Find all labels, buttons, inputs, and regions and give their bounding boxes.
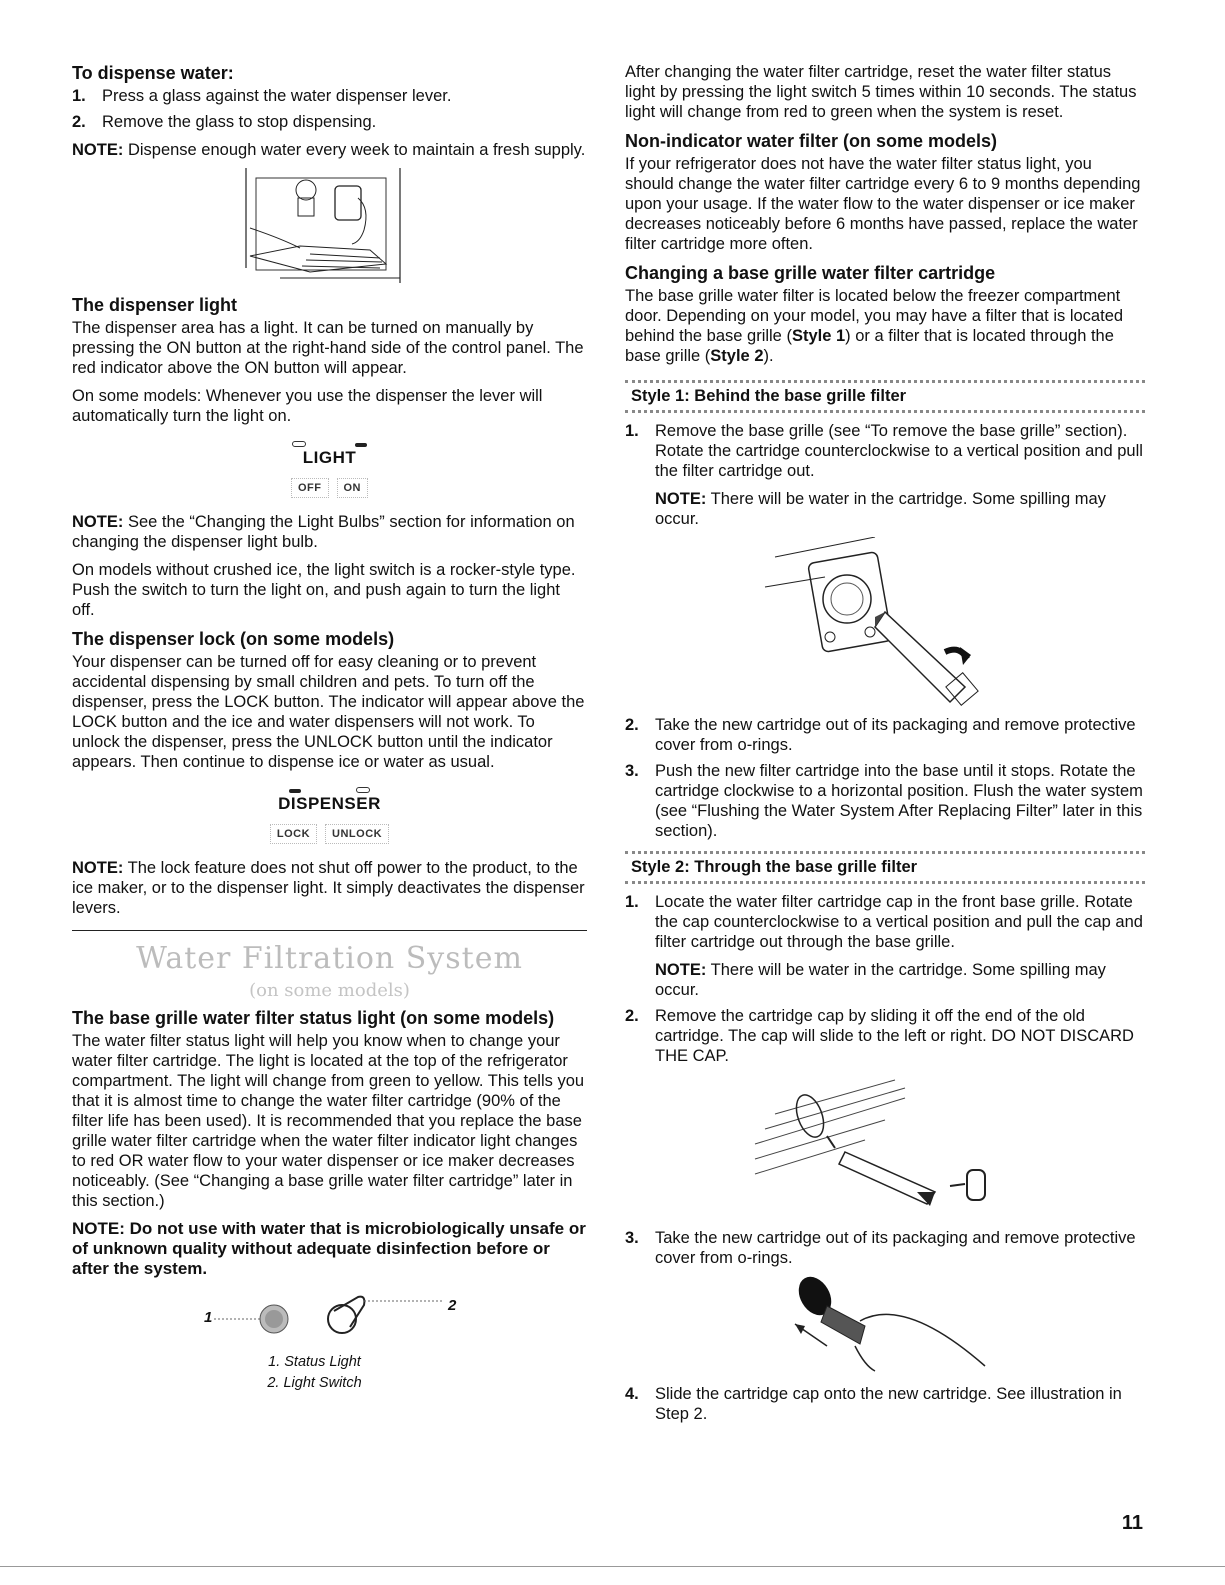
dotted-divider [625, 380, 1145, 383]
light-control-panel [72, 434, 587, 498]
dispense-heading: To dispense water: [72, 63, 234, 83]
changing-filter-heading: Changing a base grille water filter cartridge [625, 263, 996, 283]
list-item: 3. Take the new cartridge out of its packaging and remove protective cover from o-rings. [625, 1229, 1136, 1267]
status-light-figure [72, 1289, 587, 1351]
style1-steps [625, 421, 1145, 529]
indicator-icon [292, 441, 306, 447]
style2-steps-continued [625, 1228, 1145, 1268]
right-column [625, 62, 1145, 1432]
non-indicator-heading: Non-indicator water filter (on some models) [625, 131, 998, 151]
style2-steps [625, 892, 1145, 1066]
caption-light-switch: 2. Light Switch [267, 1375, 362, 1391]
lock-button[interactable]: LOCK [270, 824, 317, 844]
list-item: 3. Push the new filter cartridge into the base until it stops. Rotate the cartridge clockwise to a horizontal position. Flush the water system (see “Flushing the Water System After Replacing Filter” later in this section). [625, 762, 1143, 840]
style1-steps-continued [625, 715, 1145, 841]
caption-status-light: 1. Status Light [268, 1354, 361, 1370]
style2-heading: Style 2: Through the base grille filter [631, 858, 918, 876]
list-item: 2. Remove the glass to stop dispensing. [72, 113, 377, 131]
style1-filter-illustration [735, 537, 995, 707]
lock-heading: The dispenser lock (on some models) [72, 629, 395, 649]
light-paragraph-3: On models without crushed ice, the light switch is a rocker-style type. Push the switch to turn the light on, and push again to turn the light off. [72, 561, 576, 619]
style2-oring-illustration [755, 1276, 1015, 1376]
light-panel-label: LIGHT [302, 448, 357, 467]
style2-cap-illustration [735, 1074, 1015, 1214]
reset-paragraph: After changing the water filter cartridge, reset the water filter status light by pressing the light switch 5 times within 10 seconds. The status light will change from red to green when the system is reset. [625, 63, 1137, 121]
indicator-icon [355, 443, 367, 447]
status-light-illustration [212, 1289, 512, 1351]
dotted-divider [625, 881, 1145, 884]
light-heading: The dispenser light [72, 295, 238, 315]
left-column [72, 62, 587, 1393]
list-item: 1. Remove the base grille (see “To remove the base grille” section). Rotate the cartridge counterclockwise to a vertical position and pull the filter cartridge out. NOTE: There will be water in the cartridge. Some spilling may occur. [625, 422, 1143, 528]
status-light-paragraph: The water filter status light will help you know when to change your water filter cartridge. The light is located at the top of the refrigerator compartment. The light will change from green to yellow. This tells you that it is almost time to change the water filter cartridge (90% of the filter life has been used). It is recommended that you replace the base grille water filter cartridge when the water filter indicator light changes to red OR water flow to your water dispenser or ice maker decreases noticeably. (See “Changing a base grille water filter cartridge” later in this section.) [72, 1032, 585, 1210]
figure-marker-1: 1 [204, 1309, 213, 1326]
warning-note: NOTE: Do not use with water that is microbiologically unsafe or of unknown quality without adequate disinfection before or after the system. [72, 1219, 586, 1278]
lock-note: NOTE: The lock feature does not shut off power to the product, to the ice maker, or to the dispenser light. It simply deactivates the dispenser levers. [72, 859, 585, 917]
page-bottom-rule [0, 1566, 1225, 1567]
light-on-button[interactable]: ON [337, 478, 369, 498]
list-item: 4. Slide the cartridge cap onto the new cartridge. See illustration in Step 2. [625, 1385, 1122, 1423]
list-item: 2. Take the new cartridge out of its packaging and remove protective cover from o-rings. [625, 716, 1136, 754]
section-subtitle: (on some models) [249, 980, 410, 1001]
unlock-button[interactable]: UNLOCK [325, 824, 389, 844]
dispenser-panel-label: DISPENSER [278, 794, 381, 813]
changing-filter-paragraph: The base grille water filter is located below the freezer compartment door. Depending on your model, you may have a filter that is located behind the base grille (Style 1) or a filter that is located through the base grille (Style 2). [625, 287, 1124, 365]
list-item: 1. Press a glass against the water dispenser lever. [72, 87, 452, 105]
light-note: NOTE: See the “Changing the Light Bulbs” section for information on changing the dispenser light bulb. [72, 513, 575, 551]
dispenser-control-panel [72, 780, 587, 844]
status-light-heading: The base grille water filter status light (on some models) [72, 1008, 555, 1028]
figure-marker-2: 2 [448, 1297, 457, 1314]
style1-heading: Style 1: Behind the base grille filter [631, 387, 907, 405]
indicator-icon [289, 789, 301, 793]
dispense-steps [72, 86, 587, 132]
list-item: 1. Locate the water filter cartridge cap in the front base grille. Rotate the cap counterclockwise to a vertical position and pull the cap and filter cartridge out through the base grille. NOTE: There will be water in the cartridge. Some spilling may occur. [625, 893, 1143, 999]
section-divider [72, 930, 587, 931]
dotted-divider [625, 410, 1145, 413]
section-title: Water Filtration System [136, 941, 523, 976]
non-indicator-paragraph: If your refrigerator does not have the water filter status light, you should change the water filter cartridge every 6 to 9 months depending upon your usage. If the water flow to the water dispenser or ice maker decreases noticeably before 6 months have passed, replace the water filter cartridge more often. [625, 155, 1141, 253]
dotted-divider [625, 851, 1145, 854]
water-dispenser-illustration [240, 168, 420, 286]
light-off-button[interactable]: OFF [291, 478, 329, 498]
page-number: 11 [1121, 1512, 1143, 1534]
style2-steps-final [625, 1384, 1145, 1424]
light-paragraph-1: The dispenser area has a light. It can be turned on manually by pressing the ON button at the right-hand side of the control panel. The red indicator above the ON button will appear. [72, 319, 584, 377]
indicator-icon [356, 787, 370, 793]
list-item: 2. Remove the cartridge cap by sliding it off the end of the old cartridge. The cap will slide to the left or right. DO NOT DISCARD THE CAP. [625, 1007, 1134, 1065]
lock-paragraph: Your dispenser can be turned off for easy cleaning or to prevent accidental dispensing by small children and pets. To turn off the dispenser, press the LOCK button. The indicator will appear above the LOCK button and the ice and water dispensers will not work. To unlock the dispenser, press the UNLOCK button until the indicator appears. Then continue to dispense ice or water as usual. [72, 653, 585, 771]
dispense-note: NOTE: Dispense enough water every week to maintain a fresh supply. [72, 141, 586, 159]
light-paragraph-2: On some models: Whenever you use the dispenser the lever will automatically turn the light on. [72, 387, 543, 425]
